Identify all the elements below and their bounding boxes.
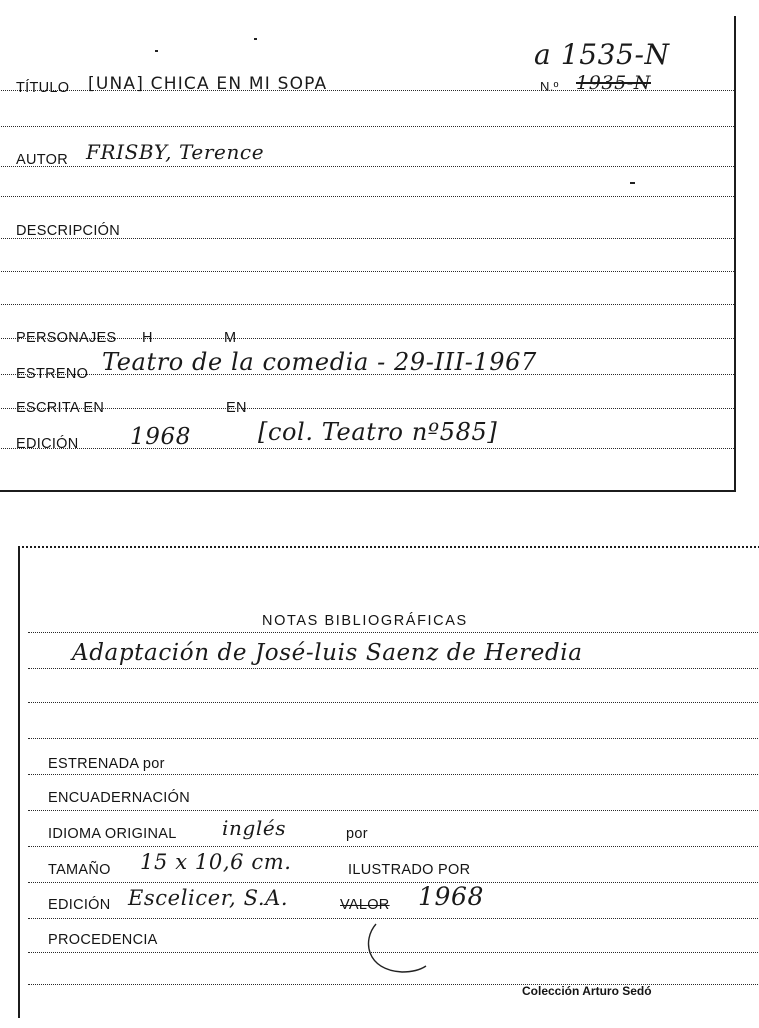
- estreno-label: ESTRENO: [16, 366, 89, 382]
- collection-footer: Colección Arturo Sedó: [522, 984, 652, 998]
- ruled-line: [0, 126, 734, 127]
- personajes-h-label: H: [142, 330, 153, 346]
- autor-value: FRISBY, Terence: [86, 140, 265, 164]
- autor-label: AUTOR: [16, 152, 68, 168]
- ilustrado-label: ILUSTRADO POR: [348, 862, 471, 878]
- edicion2-value: Escelicer, S.A.: [128, 886, 289, 910]
- edicion-collection: [col. Teatro nº585]: [258, 418, 498, 446]
- tamano-label: TAMAÑO: [48, 862, 111, 878]
- titulo-label: TÍTULO: [16, 80, 70, 96]
- escrita-en-label: ESCRITA EN: [16, 400, 105, 416]
- valor-label: VALOR: [340, 897, 390, 913]
- ruled-line: [28, 774, 759, 775]
- ink-speck: [254, 38, 257, 40]
- estrenada-label: ESTRENADA por: [48, 756, 165, 772]
- catalog-number: a 1535-N: [534, 38, 670, 71]
- encuadernacion-label: ENCUADERNACIÓN: [48, 790, 190, 806]
- edicion-label: EDICIÓN: [16, 436, 79, 452]
- ruled-line: [28, 846, 759, 847]
- idioma-value: inglés: [222, 816, 287, 840]
- personajes-label: PERSONAJES: [16, 330, 117, 346]
- ruled-line: [28, 738, 759, 739]
- struck-number: 1935-N: [576, 72, 651, 94]
- ruled-line: [0, 304, 734, 305]
- ruled-line: [0, 408, 734, 409]
- ink-speck: [630, 182, 635, 184]
- edicion-year: 1968: [130, 424, 191, 450]
- ink-speck: [155, 50, 158, 52]
- ruled-line: [0, 196, 734, 197]
- notas-value: Adaptación de José-luis Saenz de Heredia: [72, 640, 583, 666]
- ruled-line: [0, 271, 734, 272]
- ruled-line: [28, 810, 759, 811]
- edicion2-label: EDICIÓN: [48, 897, 111, 913]
- tamano-value: 15 x 10,6 cm.: [140, 850, 292, 874]
- personajes-m-label: M: [224, 330, 237, 346]
- notas-heading: NOTAS BIBLIOGRÁFICAS: [262, 613, 468, 629]
- valor-value: 1968: [418, 882, 485, 911]
- titulo-value: [UNA] CHICA EN MI SOPA: [88, 74, 328, 94]
- por-label: por: [346, 826, 368, 842]
- procedencia-label: PROCEDENCIA: [48, 932, 158, 948]
- descripcion-label: DESCRIPCIÓN: [16, 223, 121, 239]
- number-label: N.º: [540, 79, 559, 94]
- ruled-line: [0, 166, 734, 167]
- ruled-line: [28, 668, 759, 669]
- escrita-en2-label: EN: [226, 400, 247, 416]
- ruled-line: [0, 448, 734, 449]
- pencil-mark: [362, 918, 430, 978]
- idioma-label: IDIOMA ORIGINAL: [48, 826, 177, 842]
- ruled-line: [28, 702, 759, 703]
- ruled-line: [28, 632, 759, 633]
- estreno-value: Teatro de la comedia - 29-III-1967: [102, 348, 537, 376]
- ruled-line: [28, 882, 759, 883]
